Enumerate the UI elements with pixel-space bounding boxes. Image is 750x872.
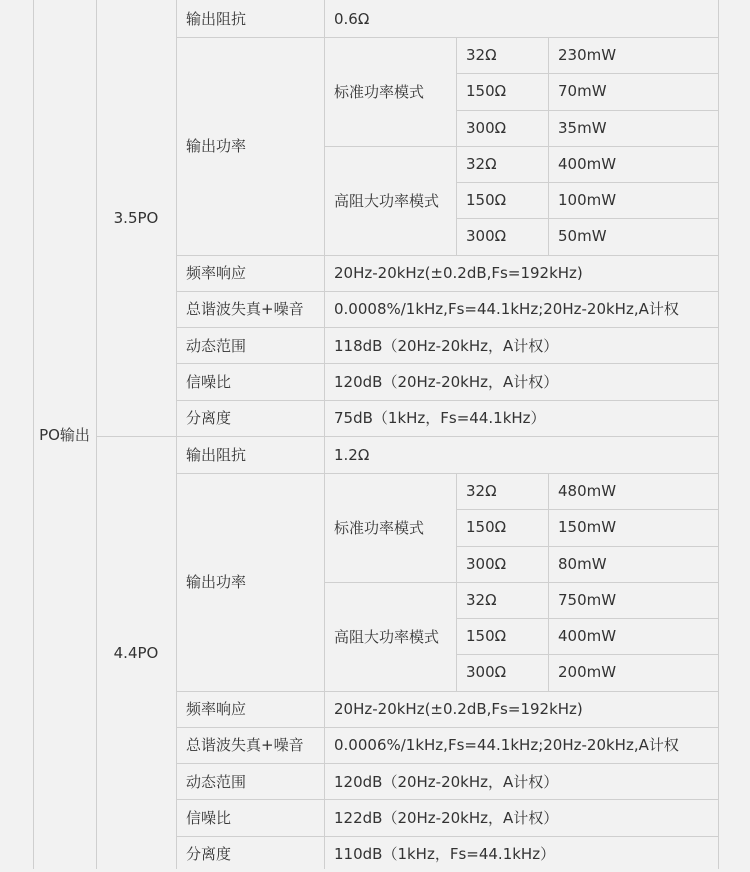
impedance-label <box>176 0 324 37</box>
spec-label <box>176 691 324 727</box>
spec-label-text: 信噪比 <box>186 372 232 391</box>
load-impedance-text: 150Ω <box>466 191 507 210</box>
spec-value <box>324 799 718 835</box>
spec-label-text: 动态范围 <box>186 772 247 791</box>
spec-value-text: 75dB（1kHz，Fs=44.1kHz） <box>334 409 546 428</box>
load-impedance-text: 300Ω <box>466 227 507 246</box>
load-impedance-text: 150Ω <box>466 82 507 101</box>
load-impedance <box>456 618 548 654</box>
spec-value-text: 20Hz-20kHz(±0.2dB,Fs=192kHz) <box>334 263 583 282</box>
power-value-text: 100mW <box>558 191 617 210</box>
spec-value <box>324 363 718 399</box>
load-impedance-text: 300Ω <box>466 118 507 137</box>
spec-value-text: 0.0006%/1kHz,Fs=44.1kHz;20Hz-20kHz,A计权 <box>334 736 679 755</box>
load-impedance <box>456 37 548 73</box>
power-value <box>548 582 718 618</box>
spec-value-text: 118dB（20Hz-20kHz，A计权） <box>334 336 559 355</box>
power-value-text: 400mW <box>558 627 617 646</box>
power-value-text: 400mW <box>558 154 617 173</box>
load-impedance-text: 32Ω <box>466 590 497 609</box>
output-power-label <box>176 37 324 255</box>
spec-label-text: 总谐波失真+噪音 <box>186 300 304 319</box>
spec-value <box>324 400 718 436</box>
load-impedance <box>456 546 548 582</box>
power-value <box>548 618 718 654</box>
spec-value <box>324 763 718 799</box>
spec-value <box>324 691 718 727</box>
power-value-text: 150mW <box>558 518 617 537</box>
section-name <box>96 436 176 869</box>
impedance-value <box>324 436 718 473</box>
power-value <box>548 182 718 218</box>
load-impedance-text: 150Ω <box>466 518 507 537</box>
spec-label <box>176 291 324 327</box>
power-value <box>548 509 718 545</box>
power-value <box>548 218 718 254</box>
section-name-text: 3.5PO <box>113 209 159 227</box>
load-impedance <box>456 582 548 618</box>
spec-value-text: 120dB（20Hz-20kHz，A计权） <box>334 772 559 791</box>
impedance-value-text: 1.2Ω <box>334 445 370 464</box>
load-impedance <box>456 509 548 545</box>
spec-label <box>176 799 324 835</box>
section-name <box>96 0 176 436</box>
load-impedance-text: 300Ω <box>466 554 507 573</box>
spec-label <box>176 255 324 291</box>
spec-value <box>324 836 718 872</box>
spec-label-text: 信噪比 <box>186 808 232 827</box>
spec-value-text: 120dB（20Hz-20kHz，A计权） <box>334 372 559 391</box>
impedance-label-text: 输出阻抗 <box>186 10 247 28</box>
spec-value-text: 0.0008%/1kHz,Fs=44.1kHz;20Hz-20kHz,A计权 <box>334 300 679 319</box>
power-value <box>548 110 718 146</box>
spec-value <box>324 255 718 291</box>
power-value <box>548 73 718 109</box>
power-value <box>548 654 718 690</box>
load-impedance <box>456 654 548 690</box>
impedance-label <box>176 436 324 473</box>
output-power-label <box>176 473 324 691</box>
section-name-text: 4.4PO <box>113 643 159 662</box>
impedance-value <box>324 0 718 37</box>
spec-value <box>324 327 718 363</box>
power-mode-label-text: 标准功率模式 <box>334 518 425 537</box>
power-value-text: 50mW <box>558 227 607 246</box>
power-value <box>548 546 718 582</box>
spec-label <box>176 727 324 763</box>
spec-label <box>176 836 324 872</box>
spec-label <box>176 763 324 799</box>
load-impedance-text: 32Ω <box>466 46 497 65</box>
load-impedance <box>456 110 548 146</box>
power-mode-label-text: 标准功率模式 <box>334 82 425 101</box>
spec-label <box>176 400 324 436</box>
load-impedance <box>456 73 548 109</box>
load-impedance-text: 150Ω <box>466 627 507 646</box>
spec-label-text: 分离度 <box>186 845 232 864</box>
spec-value <box>324 291 718 327</box>
table-right-border <box>718 0 719 869</box>
load-impedance <box>456 473 548 509</box>
spec-label <box>176 327 324 363</box>
spec-label <box>176 363 324 399</box>
power-mode-label <box>324 582 456 691</box>
load-impedance <box>456 182 548 218</box>
power-mode-label <box>324 146 456 255</box>
output-power-label-text: 输出功率 <box>186 573 247 592</box>
load-impedance-text: 32Ω <box>466 482 497 501</box>
load-impedance <box>456 218 548 254</box>
spec-label-text: 总谐波失真+噪音 <box>186 736 304 755</box>
spec-value <box>324 727 718 763</box>
power-value-text: 230mW <box>558 46 617 65</box>
power-value-text: 480mW <box>558 482 617 501</box>
power-value-text: 750mW <box>558 590 617 609</box>
power-value-text: 200mW <box>558 663 617 682</box>
spec-value-text: 20Hz-20kHz(±0.2dB,Fs=192kHz) <box>334 699 583 718</box>
group-label-text: PO输出 <box>39 426 90 444</box>
spec-label-text: 频率响应 <box>186 700 247 719</box>
group-label <box>33 0 96 869</box>
power-value <box>548 473 718 509</box>
power-value <box>548 37 718 73</box>
power-mode-label-text: 高阻大功率模式 <box>334 627 440 646</box>
power-value <box>548 146 718 182</box>
spec-label-text: 动态范围 <box>186 336 247 355</box>
power-value-text: 35mW <box>558 118 607 137</box>
power-value-text: 70mW <box>558 82 607 101</box>
output-power-label-text: 输出功率 <box>186 137 247 156</box>
power-mode-label-text: 高阻大功率模式 <box>334 191 440 210</box>
load-impedance-text: 300Ω <box>466 663 507 682</box>
impedance-label-text: 输出阻抗 <box>186 446 247 464</box>
load-impedance-text: 32Ω <box>466 154 497 173</box>
load-impedance <box>456 146 548 182</box>
impedance-value-text: 0.6Ω <box>334 9 370 28</box>
spec-value-text: 110dB（1kHz，Fs=44.1kHz） <box>334 845 556 864</box>
spec-value-text: 122dB（20Hz-20kHz，A计权） <box>334 808 559 827</box>
spec-label-text: 分离度 <box>186 409 232 428</box>
power-mode-label <box>324 37 456 146</box>
power-value-text: 80mW <box>558 554 607 573</box>
power-mode-label <box>324 473 456 582</box>
spec-label-text: 频率响应 <box>186 264 247 283</box>
